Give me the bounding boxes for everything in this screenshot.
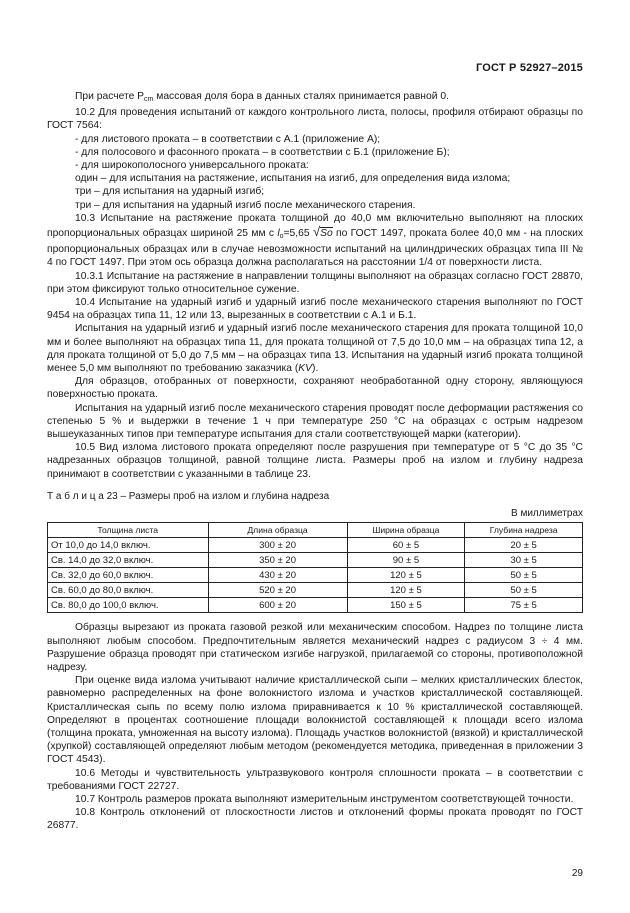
table-cell: Св. 80,0 до 100,0 включ. [48, 598, 209, 613]
table-cell: 350 ± 20 [208, 553, 347, 568]
page-number: 29 [571, 868, 583, 879]
table-cell: 600 ± 20 [208, 598, 347, 613]
sqrt-symbol: √ [312, 224, 321, 240]
table-cell: 20 ± 5 [465, 538, 583, 553]
document-body [47, 90, 583, 833]
table-cell: 90 ± 5 [347, 553, 465, 568]
list-item: - для листового проката – в соответствии с А.1 (приложение А); [75, 133, 381, 145]
document-header: ГОСТ Р 52927–2015 [475, 62, 583, 74]
paragraph-10-4: 10.4 Испытание на ударный изгиб и ударный изгиб после механического старения выполняют по ГОСТ 9454 на образцах типа 11, 12 или 13, вырезанных в соответствии с А.1 и Б.1. [47, 297, 583, 322]
table-unit: В миллиметрах [511, 508, 583, 520]
table-header-row [48, 523, 583, 538]
paragraph-impact-tests: Испытания на ударный изгиб и ударный изгиб после механического старения для проката толщиной 10,0 мм и более выполняют на образцах типа 11, для проката толщиной от 7,5 до 10,0 мм – на образцах типа 12, а для проката толщиной от 5,0 до 7,5 мм – на образцах типа 13. Испытания на ударный изгиб проката толщиной менее 5,0 мм выполняют по требованию заказчика (KV). [47, 323, 583, 375]
table-cell: Св. 14,0 до 32,0 включ. [48, 553, 209, 568]
table-row [48, 538, 583, 553]
table-cell: 60 ± 5 [347, 538, 465, 553]
column-header: Длина образца [208, 523, 347, 538]
table-cell: Св. 60,0 до 80,0 включ. [48, 583, 209, 598]
list-item: - для полосового и фасонного проката – в соответствии с Б.1 (приложение Б); [75, 146, 450, 158]
table-caption: Т а б л и ц а 23 – Размеры проб на излом и глубина надреза [47, 490, 330, 502]
paragraph-10-7: 10.7 Контроль размеров проката выполняют измерительным инструментом соответствующей точности. [75, 793, 574, 805]
sample-size-table [47, 522, 583, 613]
list-item: один – для испытания на растяжение, испытания на изгиб, для определения вида излома; [75, 173, 511, 185]
table-row [48, 553, 583, 568]
table-row [48, 583, 583, 598]
column-header: Глубина надреза [465, 523, 583, 538]
table-row [48, 568, 583, 583]
paragraph-boron: При расчете $P_{cm}$ массовая доля бора в данных сталях принимается равной 0. [75, 91, 449, 103]
paragraph-10-2: 10.2 Для проведения испытаний от каждого контрольного листа, полосы, профиля отбирают образцы по ГОСТ 7564: [47, 107, 583, 132]
table-cell: 430 ± 20 [208, 568, 347, 583]
table-cell: 300 ± 20 [208, 538, 347, 553]
table-cell: 520 ± 20 [208, 583, 347, 598]
table-cell: 150 ± 5 [347, 598, 465, 613]
table-cell: 120 ± 5 [347, 583, 465, 598]
table-cell: 120 ± 5 [347, 568, 465, 583]
table-cell: 50 ± 5 [465, 583, 583, 598]
table-cell: От 10,0 до 14,0 включ. [48, 538, 209, 553]
paragraph-fracture-evaluation: При оценке вида излома учитывают наличие кристаллической сыпи – мелких кристаллических блесток, равномерно распределенных на фоне волокнистого излома и участков кристаллической составляющей. Кристаллическая сыпь по всему полю излома приравнивается к 10 % кристаллической составляющей. Определяют в процентах соотношение площади волокнистой составляющей к площади всего излома (толщина проката, умноженная на высоту излома). Площадь участков волокнистой (вязкой) и кристаллической (хрупкой) составляющей определяют любым методом (рекомендуется методика, приведенная в приложении 3 ГОСТ 4543). [47, 675, 583, 766]
table-cell: Св. 32,0 до 60,0 включ. [48, 568, 209, 583]
paragraph-10-6: 10.6 Методы и чувствительность ультразвукового контроля сплошности проката – в соответствии с требованиями ГОСТ 22727. [47, 767, 583, 792]
paragraph-samples-cutting: Образцы вырезают из проката газовой резкой или механическим способом. Надрез по толщине листа выполняют любым способом. Предпочтительным является механический надрез с радиусом 3 ÷ 4 мм. Разрушение образца проводят при статическом изгибе нагрузкой, прилагаемой со стороны, противоположной надрезу. [47, 622, 583, 673]
list-item: три – для испытания на ударный изгиб после механического старения. [75, 199, 416, 211]
paragraph-10-3-1: 10.3.1 Испытание на растяжение в направлении толщины выполняют на образцах согласно ГОСТ 28870, при этом фиксируют только относительное сужение. [47, 270, 583, 295]
paragraph-10-5: 10.5 Вид излома листового проката определяют после разрушения при температуре от 5 °С до 35 °С надрезанных образцов толщиной, равной толщине листа. Размеры проб на излом и глубину надреза принимают в соответствии с указанными в таблице 23. [47, 442, 583, 480]
paragraph-10-3: 10.3 Испытание на растяжение проката толщиной до 40,0 мм включительно выполняют на плоских пропорциональных образцах шириной 25 мм с $l_o=5,65$ √So по ГОСТ 1497, проката более 40,0 мм - на плоских пропорциональных образцах или в случае невозможности испытаний на цилиндрических образцах типа III № 4 по ГОСТ 1497. При этом ось образца должна располагаться на расстоянии 1/4 от поверхности листа. [47, 212, 583, 269]
paragraph-10-8: 10.8 Контроль отклонений от плоскостности листов и отклонений формы проката проводят по ГОСТ 26877. [47, 807, 583, 832]
table-row [48, 598, 583, 613]
paragraph-surface-samples: Для образцов, отобранных от поверхности, сохраняют необработанной одну сторону, являющуюся поверхностью проката. [47, 376, 583, 401]
paragraph-aging: Испытания на ударный изгиб после механического старения проводят после деформации растяжения со степенью 5 % и выдержки в течение 1 ч при температуре 250 °С на образцах с острым надрезом вышеуказанных типов при температуре испытания для стали соответствующей марки (категории). [47, 402, 583, 441]
table-cell: 50 ± 5 [465, 568, 583, 583]
column-header: Ширина образца [347, 523, 465, 538]
table-cell: 30 ± 5 [465, 553, 583, 568]
column-header: Толщина листа [48, 523, 209, 538]
list-item: - для широкополосного универсального проката: [75, 160, 309, 172]
table-cell: 75 ± 5 [465, 598, 583, 613]
list-item: три – для испытания на ударный изгиб; [75, 186, 265, 198]
